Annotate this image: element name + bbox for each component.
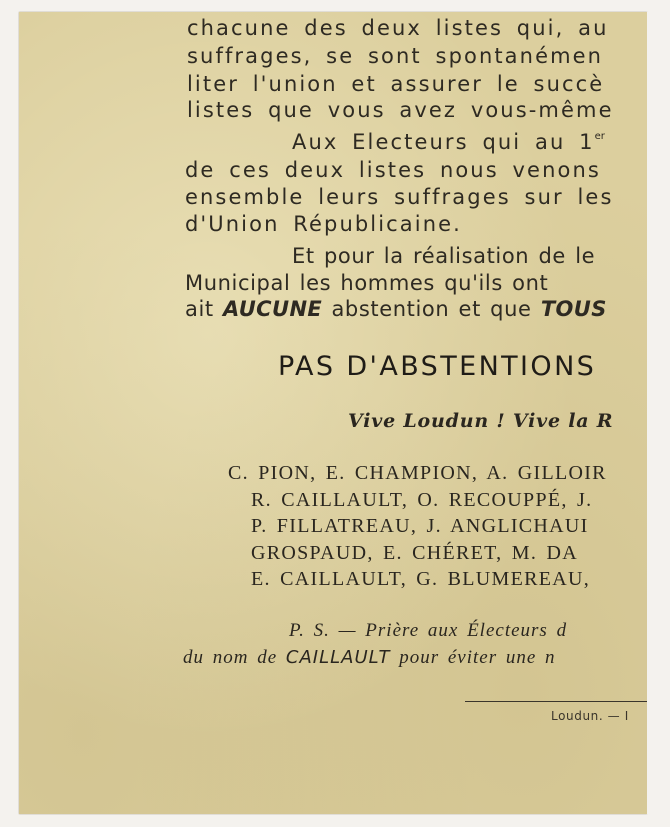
- paragraph-2-line-1-text: Aux Electeurs qui au 1: [292, 130, 595, 154]
- paragraph-1-line-3: liter l'union et assurer le succè: [187, 72, 605, 96]
- postscript-line-2: [183, 647, 556, 669]
- signatories-line-1: C. PION, E. CHAMPION, A. GILLOIR: [228, 462, 607, 484]
- paragraph-2-line-4: d'Union Républicaine.: [185, 212, 462, 236]
- postscript-line-2-text-b: pour éviter une n: [390, 647, 556, 668]
- signatories-line-4: GROSPAUD, E. CHÉRET, M. DA: [251, 542, 578, 564]
- paragraph-2-line-3: ensemble leurs suffrages sur les: [185, 185, 614, 209]
- paragraph-1-line-1: chacune des deux listes qui, au: [187, 16, 609, 40]
- paragraph-2-line-2: de ces deux listes nous venons: [185, 158, 601, 182]
- postscript-line-2-text-a: du nom de: [183, 647, 286, 668]
- signatories-line-3: P. FILLATREAU, J. ANGLICHAUI: [251, 515, 589, 537]
- signatories-line-5: E. CAILLAULT, G. BLUMEREAU,: [251, 568, 591, 590]
- paragraph-3-line-1: Et pour la réalisation de le: [292, 244, 596, 268]
- paragraph-2-line-1: [292, 130, 605, 154]
- emphasis-tous: TOUS: [540, 297, 607, 321]
- postscript-line-1: P. S. — Prière aux Électeurs d: [289, 620, 568, 641]
- headline: PAS D'ABSTENTIONS: [278, 351, 597, 382]
- ordinal-superscript: er: [594, 131, 605, 142]
- imprint-rule: [465, 701, 647, 702]
- paragraph-3-line-3-text-b: abstention et que: [322, 297, 541, 321]
- scan-background-edge: [647, 12, 670, 814]
- slogan: Vive Loudun ! Vive la R: [348, 410, 614, 432]
- postscript-name: CAILLAULT: [285, 647, 391, 668]
- paragraph-3-line-3-text-a: ait: [185, 297, 224, 321]
- paper-sheet: [19, 12, 647, 814]
- document-body: [19, 12, 647, 814]
- paragraph-1-line-4: listes que vous avez vous-même: [187, 98, 614, 122]
- emphasis-aucune: AUCUNE: [223, 297, 323, 321]
- paragraph-3-line-3: [185, 297, 607, 321]
- printer-imprint: Loudun. — I: [551, 709, 629, 723]
- paragraph-3-line-2: Municipal les hommes qu'ils ont: [185, 271, 549, 295]
- signatories-line-2: R. CAILLAULT, O. RECOUPPÉ, J.: [251, 489, 593, 511]
- paragraph-1-line-2: suffrages, se sont spontanémen: [187, 44, 604, 68]
